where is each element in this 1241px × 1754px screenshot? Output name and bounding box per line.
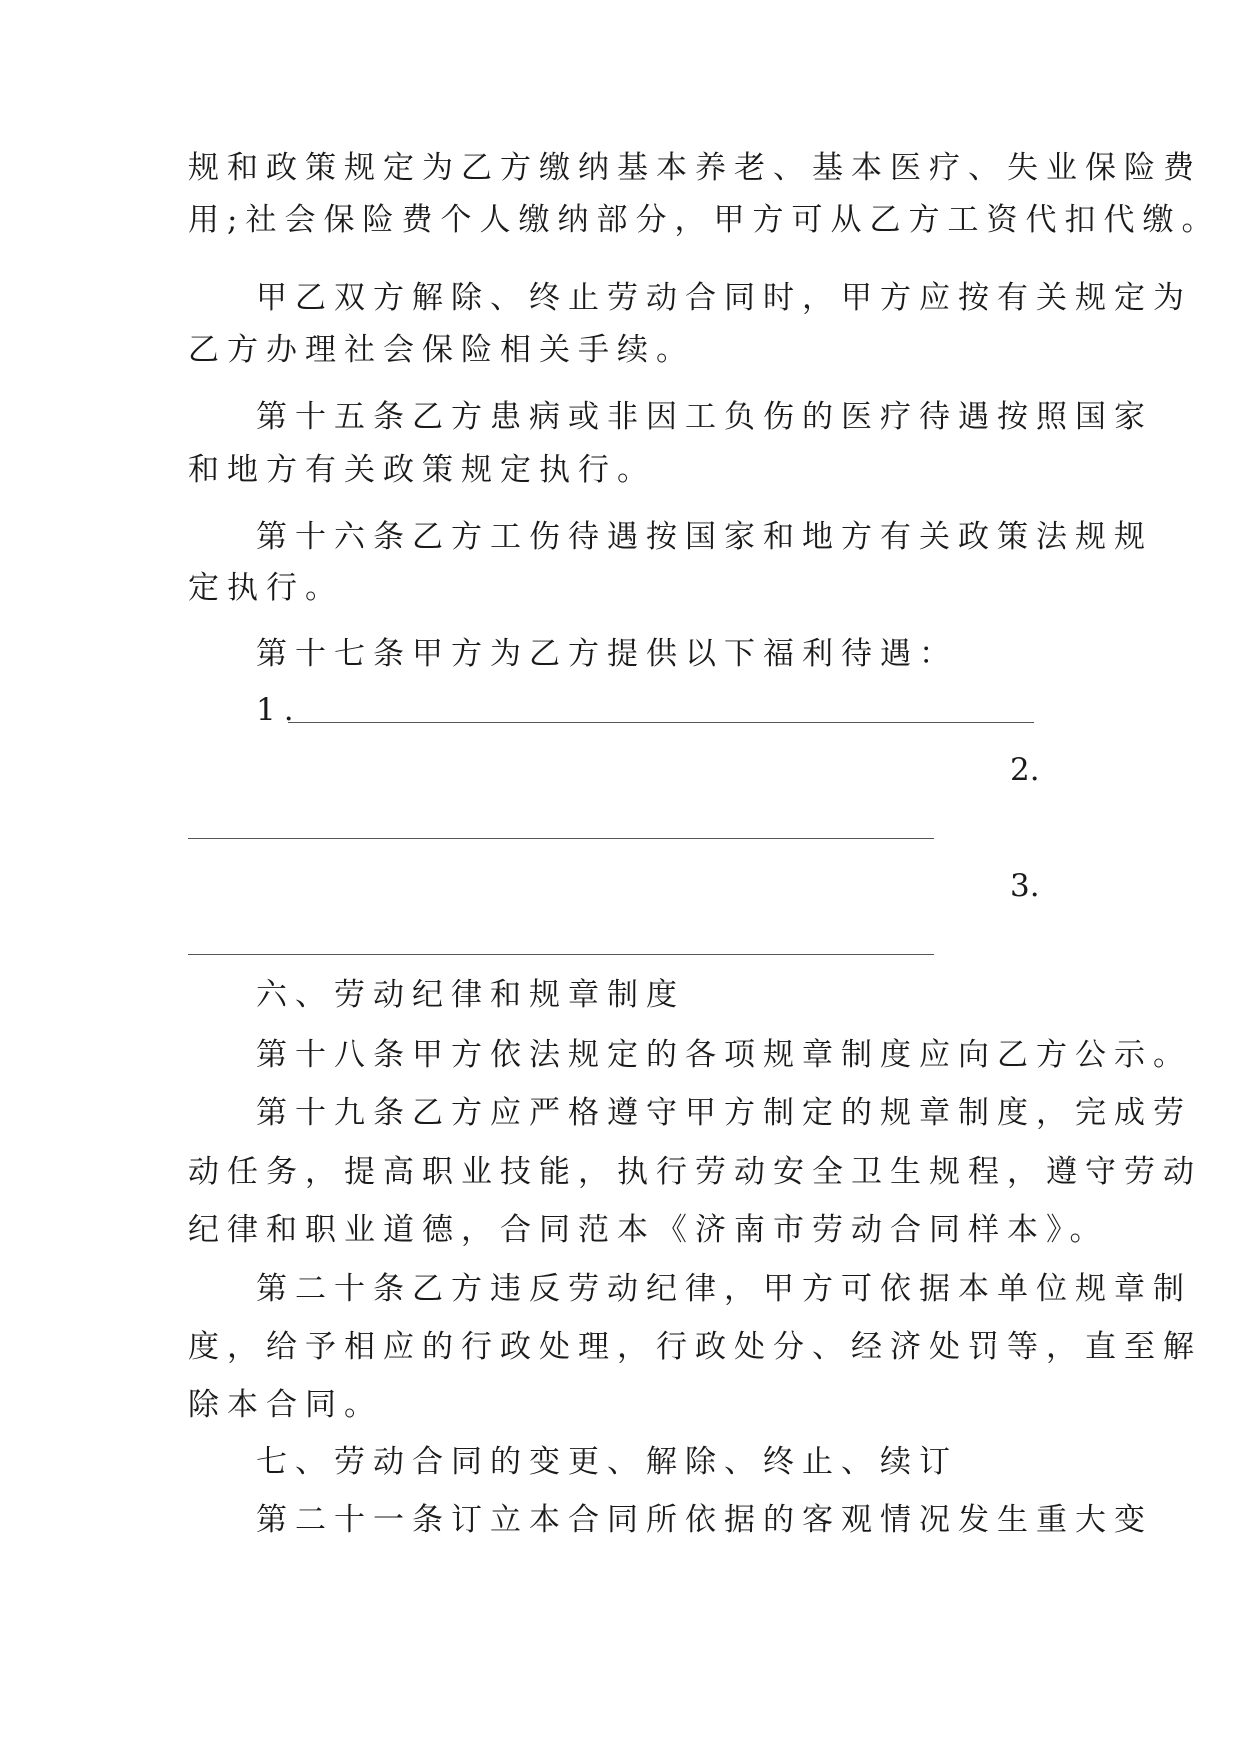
article-21-line: 第二十一条订立本合同所依据的客观情况发生重大变 <box>256 1502 1153 1538</box>
article-20-line: 第二十条乙方违反劳动纪律，甲方可依据本单位规章制 <box>256 1271 1192 1307</box>
section-seven-heading: 七、劳动合同的变更、解除、终止、续订 <box>256 1444 958 1480</box>
welfare-item-1-blank <box>288 722 1034 723</box>
article-15-line: 第十五条乙方患病或非因工负伤的医疗待遇按照国家 <box>256 399 1153 435</box>
paragraph-line: 规和政策规定为乙方缴纳基本养老、基本医疗、失业保险费 <box>188 150 1202 186</box>
paragraph-line: 动任务，提高职业技能，执行劳动安全卫生规程，遵守劳动 <box>188 1154 1202 1190</box>
welfare-item-2-blank <box>188 838 934 839</box>
article-18-line: 第十八条甲方依法规定的各项规章制度应向乙方公示。 <box>256 1037 1192 1073</box>
article-19-line: 第十九条乙方应严格遵守甲方制定的规章制度，完成劳 <box>256 1095 1192 1131</box>
paragraph-line: 定执行。 <box>188 570 344 606</box>
paragraph-line: 用;社会保险费个人缴纳部分，甲方可从乙方工资代扣代缴。 <box>188 202 1221 238</box>
paragraph-line: 除本合同。 <box>188 1387 383 1423</box>
paragraph-line: 和地方有关政策规定执行。 <box>188 452 656 488</box>
section-six-heading: 六、劳动纪律和规章制度 <box>256 977 685 1013</box>
article-17-line: 第十七条甲方为乙方提供以下福利待遇： <box>256 636 958 672</box>
paragraph-line: 乙方办理社会保险相关手续。 <box>188 332 695 368</box>
welfare-item-3-blank <box>188 954 934 955</box>
welfare-item-2-number: 2. <box>1010 752 1040 788</box>
paragraph-line: 度，给予相应的行政处理，行政处分、经济处罚等，直至解 <box>188 1329 1202 1365</box>
paragraph-line: 甲乙双方解除、终止劳动合同时，甲方应按有关规定为 <box>256 280 1192 316</box>
article-16-line: 第十六条乙方工伤待遇按国家和地方有关政策法规规 <box>256 519 1153 555</box>
welfare-item-3-number: 3. <box>1010 868 1040 904</box>
paragraph-line: 纪律和职业道德，合同范本《济南市劳动合同样本》。 <box>188 1212 1109 1248</box>
welfare-item-1-number: 1. <box>256 692 302 728</box>
